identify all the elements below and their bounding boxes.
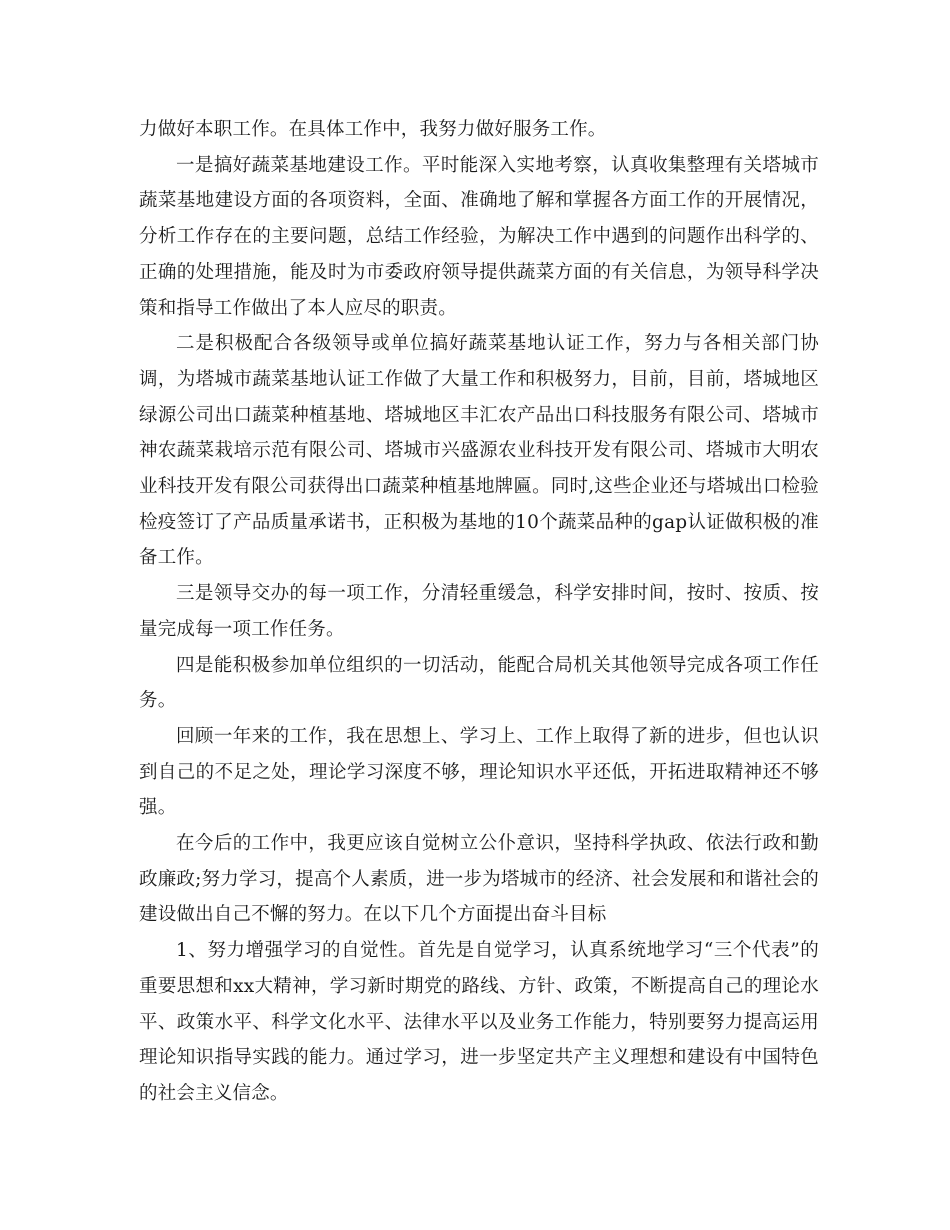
paragraph-goal-study: 1、努力增强学习的自觉性。首先是自觉学习，认真系统地学习“三个代表”的重要思想和xx大精神，学习新时期党的路线、方针、政策，不断提高自己的理论水平、政策水平、科学文化水平、法律水平以及业务工作能力，特别要努力提高运用理论知识指导实践的能力。通过学习，进一步坚定共产主义理想和建设有中国特色的社会主义信念。 bbox=[139, 940, 819, 1104]
paragraph-certification: 二是积极配合各级领导或单位搞好蔬菜基地认证工作，努力与各相关部门协调，为塔城市蔬菜基地认证工作做了大量工作和积极努力，目前，目前，塔城地区绿源公司出口蔬菜种植基地、塔城地区丰汇农产品出口科技服务有限公司、塔城市神农蔬菜栽培示范有限公司、塔城市兴盛源农业科技开发有限公司、塔城市大明农业科技开发有限公司获得出口蔬菜种植基地牌匾。同时,这些企业还与塔城出口检验检疫签订了产品质量承诺书，正积极为基地的10个蔬菜品种的gap认证做积极的准备工作。 bbox=[139, 333, 819, 569]
paragraph-future-work: 在今后的工作中，我更应该自觉树立公仆意识，坚持科学执政、依法行政和勤政廉政;努力学习，提高个人素质，进一步为塔城市的经济、社会发展和和谐社会的建设做出自己不懈的努力。在以下几个方面提出奋斗目标 bbox=[139, 833, 819, 926]
paragraph-review: 回顾一年来的工作，我在思想上、学习上、工作上取得了新的进步，但也认识到自己的不足之处，理论学习深度不够，理论知识水平还低，开拓进取精神还不够强。 bbox=[139, 725, 819, 819]
paragraph-continuation: 力做好本职工作。在具体工作中，我努力做好服务工作。 bbox=[139, 119, 607, 140]
paragraph-assigned-tasks: 三是领导交办的每一项工作，分清轻重缓急，科学安排时间，按时、按质、按量完成每一项工作任务。 bbox=[139, 583, 819, 640]
paragraph-vegetable-base: 一是搞好蔬菜基地建设工作。平时能深入实地考察，认真收集整理有关塔城市蔬菜基地建设方面的各项资料，全面、准确地了解和掌握各方面工作的开展情况，分析工作存在的主要问题，总结工作经验，为解决工作中遇到的问题作出科学的、正确的处理措施，能及时为市委政府领导提供蔬菜方面的有关信息，为领导科学决策和指导工作做出了本人应尽的职责。 bbox=[139, 154, 819, 319]
document-body bbox=[139, 112, 819, 1112]
paragraph-activities: 四是能积极参加单位组织的一切活动，能配合局机关其他领导完成各项工作任务。 bbox=[139, 654, 819, 712]
